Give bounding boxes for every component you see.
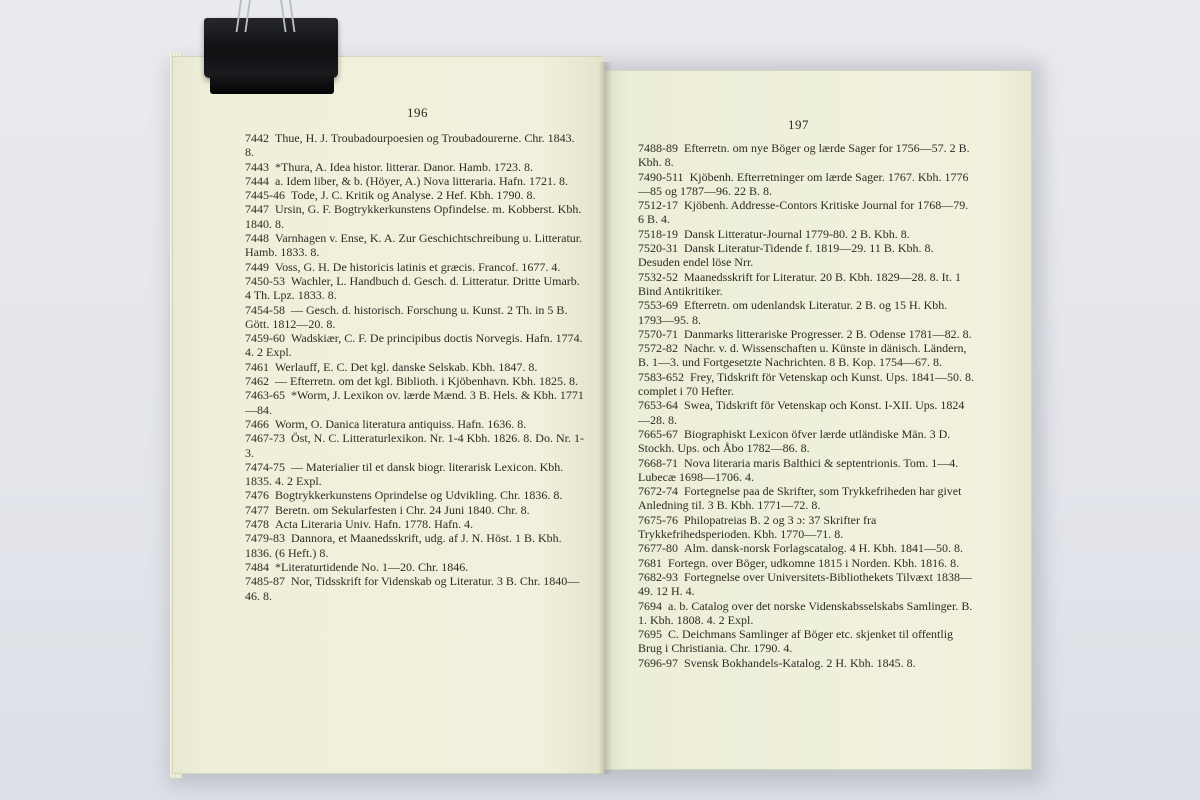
entry-text: Fortegnelse over Universitets-Bibliothekets Tilvæxt 1838—49. 12 H. 4. [638,569,972,599]
entry-number: 7488-89 [638,141,678,155]
entry-number: 7449 [245,259,269,274]
entry-number: 7553-69 [638,298,678,313]
catalog-entry [638,513,974,542]
catalog-entry [245,202,585,231]
catalog-entry [638,170,974,199]
catalog-entry [245,388,585,417]
catalog-entry [638,341,974,370]
left-page-number: 196 [407,105,428,120]
catalog-entry [638,656,974,670]
entry-number: 7466 [245,416,269,431]
entry-text: Dansk Litteratur-Journal 1779-80. 2 B. Kbh. 8. [684,226,910,241]
catalog-entry [245,160,585,174]
catalog-entry [638,627,974,656]
catalog-entry [638,427,974,456]
entry-text: Ursin, G. F. Bogtrykkerkunstens Opfindelse. m. Kobberst. Kbh. 1840. 8. [245,202,582,231]
entry-text: a. b. Catalog over det norske Videnskabsselskabs Samlinger. B. 1. Kbh. 1808. 4. 2 Expl. [638,598,973,627]
entry-text: Swea, Tidskrift för Vetenskap och Konst. I-XII. Ups. 1824—28. 8. [638,398,965,427]
entry-number: 7485-87 [245,574,285,589]
entry-text: Danmarks litterariske Progresser. 2 B. Odense 1781—82. 8. [684,326,972,341]
catalog-entry [638,541,974,555]
catalog-entry [638,599,974,628]
catalog-entry [638,570,974,599]
catalog-entry [245,231,585,260]
entry-text: Wadskiær, C. F. De principibus doctis Norvegis. Hafn. 1774. 4. 2 Expl. [245,331,583,360]
entry-number: 7442 [245,131,269,145]
catalog-entry [245,517,585,531]
entry-number: 7672-74 [638,484,678,499]
entry-number: 7490-511 [638,169,684,184]
catalog-entry [245,174,585,188]
catalog-entry [245,460,585,489]
entry-text: Nova literaria maris Balthici & septentrionis. Tom. 1—4. Lubecæ 1698—1706. 4. [638,455,959,484]
entry-text: Efterretn. om nye Böger og lærde Sager for 1756—57. 2 B. Kbh. 8. [638,141,970,170]
entry-number: 7462 [245,374,269,389]
entry-text: Voss, G. H. De historicis latinis et græcis. Francof. 1677. 4. [275,259,561,274]
entry-number: 7572-82 [638,341,678,356]
entry-text: Öst, N. C. Litteraturlexikon. Nr. 1-4 Kbh. 1826. 8. Do. Nr. 1-3. [245,431,584,460]
entry-number: 7518-19 [638,226,678,241]
left-page [172,56,604,774]
entry-number: 7467-73 [245,431,285,446]
catalog-entry [638,198,974,227]
entry-text: Nor, Tidsskrift for Videnskab og Literatur. 3 B. Chr. 1840—46. 8. [245,574,580,603]
entry-text: Dansk Literatur-Tidende f. 1819—29. 11 B. Kbh. 8. Desuden endel löse Nrr. [638,241,934,270]
entry-number: 7450-53 [245,273,285,288]
entry-text: Bogtrykkerkunstens Oprindelse og Udvikling. Chr. 1836. 8. [275,488,563,503]
catalog-entry [245,188,585,202]
entry-number: 7447 [245,202,269,217]
entry-text: Werlauff, E. C. Det kgl. danske Selskab. Kbh. 1847. 8. [275,359,538,374]
entry-text: Efterretn. om udenlandsk Literatur. 2 B. og 15 H. Kbh. 1793—95. 8. [638,298,948,327]
entry-number: 7695 [638,627,662,642]
catalog-entry [245,417,585,431]
entry-text: Kjöbenh. Addresse-Contors Kritiske Journal for 1768—79. 6 B. 4. [638,198,969,227]
catalog-entry [638,398,974,427]
entry-number: 7459-60 [245,331,285,346]
entry-text: Kjöbenh. Efterretninger om lærde Sager. 1767. Kbh. 1776—85 og 1787—96. 22 B. 8. [638,169,969,198]
entry-number: 7454-58 [245,302,285,317]
binder-clip-icon [204,18,338,78]
catalog-entry [245,431,585,460]
catalog-entry [638,241,974,270]
entry-text: Varnhagen v. Ense, K. A. Zur Geschichtschreibung u. Litteratur. Hamb. 1833. 8. [245,231,583,260]
catalog-entry [245,503,585,517]
entry-number: 7532-52 [638,269,678,284]
entry-number: 7476 [245,488,269,503]
entry-number: 7677-80 [638,541,678,556]
catalog-entry [638,327,974,341]
entry-number: 7681 [638,555,662,570]
entry-number: 7570-71 [638,326,678,341]
entry-text: Worm, O. Danica literatura antiquiss. Hafn. 1636. 8. [275,416,527,431]
entry-text: *Worm, J. Lexikon ov. lærde Mænd. 3 B. Hels. & Kbh. 1771—84. [245,388,584,417]
entry-text: — Efterretn. om det kgl. Biblioth. i Kjöbenhavn. Kbh. 1825. 8. [275,374,578,389]
entry-text: — Gesch. d. historisch. Forschung u. Kunst. 2 Th. in 5 B. Gött. 1812—20. 8. [245,302,568,331]
entry-number: 7474-75 [245,459,285,474]
entry-number: 7696-97 [638,655,678,670]
entry-number: 7484 [245,559,269,574]
entry-number: 7443 [245,159,269,174]
entry-number: 7478 [245,517,269,532]
entry-text: Alm. dansk-norsk Forlagscatalog. 4 H. Kbh. 1841—50. 8. [684,541,963,556]
entry-text: Wachler, L. Handbuch d. Gesch. d. Litteratur. Dritte Umarb. 4 Th. Lpz. 1833. 8. [245,273,580,303]
entry-text: Philopatreias B. 2 og 3 ɔ: 37 Skrifter fra Trykkefrihedsperioden. Kbh. 1770—71. 8. [638,512,877,542]
entry-number: 7463-65 [245,388,285,403]
entry-text: Acta Literaria Univ. Hafn. 1778. Hafn. 4. [275,517,474,532]
entry-number: 7512-17 [638,198,678,213]
entry-text: Thue, H. J. Troubadourpoesien og Troubadourerne. Chr. 1843. 8. [245,131,575,160]
entry-text: Maanedsskrift for Literatur. 20 B. Kbh. 1829—28. 8. It. 1 Bind Antikritiker. [638,269,961,298]
entry-number: 7653-64 [638,398,678,413]
right-page [604,70,1032,770]
catalog-entry [638,484,974,513]
entry-text: Svensk Bokhandels-Katalog. 2 H. Kbh. 1845. 8. [684,655,916,670]
entry-number: 7520-31 [638,241,678,256]
right-entry-list [638,141,974,670]
entry-text: Dannora, et Maanedsskrift, udg. af J. N. Höst. 1 B. Kbh. 1836. (6 Heft.) 8. [245,531,562,560]
entry-text: *Literaturtidende No. 1—20. Chr. 1846. [275,559,469,574]
catalog-entry [245,274,585,303]
catalog-entry [245,360,585,374]
entry-text: Fortegn. over Böger, udkomne 1815 i Norden. Kbh. 1816. 8. [668,555,960,570]
entry-number: 7479-83 [245,531,285,546]
entry-number: 7461 [245,359,269,374]
catalog-entry [245,131,585,160]
entry-text: Fortegnelse paa de Skrifter, som Trykkefriheden har givet Anledning til. 3 B. Kbh. 1771—72. 8. [638,484,962,513]
entry-number: 7448 [245,231,269,246]
entry-number: 7682-93 [638,569,678,584]
entry-text: Frey, Tidskrift för Vetenskap och Kunst. Ups. 1841—50. 8. complet i 70 Hefter. [638,369,974,399]
entry-text: Biographiskt Lexicon öfver lærde utländiske Män. 3 D. Stockh. Ups. och Åbo 1782—86. 8. [638,426,951,456]
entry-text: Beretn. om Sekularfesten i Chr. 24 Juni 1840. Chr. 8. [275,502,530,517]
catalog-entry [638,141,974,170]
catalog-entry [638,456,974,485]
binder-clip-jaw [210,76,334,94]
catalog-entry [638,370,974,399]
entry-number: 7694 [638,598,662,613]
catalog-entry [245,374,585,388]
entry-text: Nachr. v. d. Wissenschaften u. Künste in dänisch. Ländern, B. 1—3. und Fortgesetzte Nachrichten. 8 B. Kop. 1754—67. 8. [638,341,967,370]
entry-text: a. Idem liber, & b. (Höyer, A.) Nova litteraria. Hafn. 1721. 8. [275,173,568,188]
entry-number: 7477 [245,502,269,517]
catalog-entry [245,574,585,603]
catalog-entry [245,531,585,560]
catalog-entry [638,227,974,241]
entry-number: 7583-652 [638,369,684,384]
entry-number: 7665-67 [638,426,678,441]
catalog-entry [245,560,585,574]
catalog-entry [245,331,585,360]
entry-text: *Thura, A. Idea histor. litterar. Danor. Hamb. 1723. 8. [275,159,533,174]
right-page-number: 197 [788,117,809,132]
entry-number: 7675-76 [638,512,678,527]
entry-text: — Materialier til et dansk biogr. literarisk Lexicon. Kbh. 1835. 4. 2 Expl. [245,459,564,489]
catalog-entry [245,488,585,502]
catalog-entry [245,303,585,332]
entry-number: 7444 [245,173,269,188]
entry-number: 7668-71 [638,455,678,470]
entry-number: 7445-46 [245,188,285,203]
catalog-entry [638,298,974,327]
entry-text: Tode, J. C. Kritik og Analyse. 2 Hef. Kbh. 1790. 8. [291,188,536,203]
catalog-entry [638,556,974,570]
catalog-entry [245,260,585,274]
left-entry-list [245,131,585,603]
catalog-entry [638,270,974,299]
entry-text: C. Deichmans Samlinger af Böger etc. skjenket til offentlig Brug i Christiania. Chr. 1790. 4. [638,627,954,656]
book-gutter [598,62,612,774]
